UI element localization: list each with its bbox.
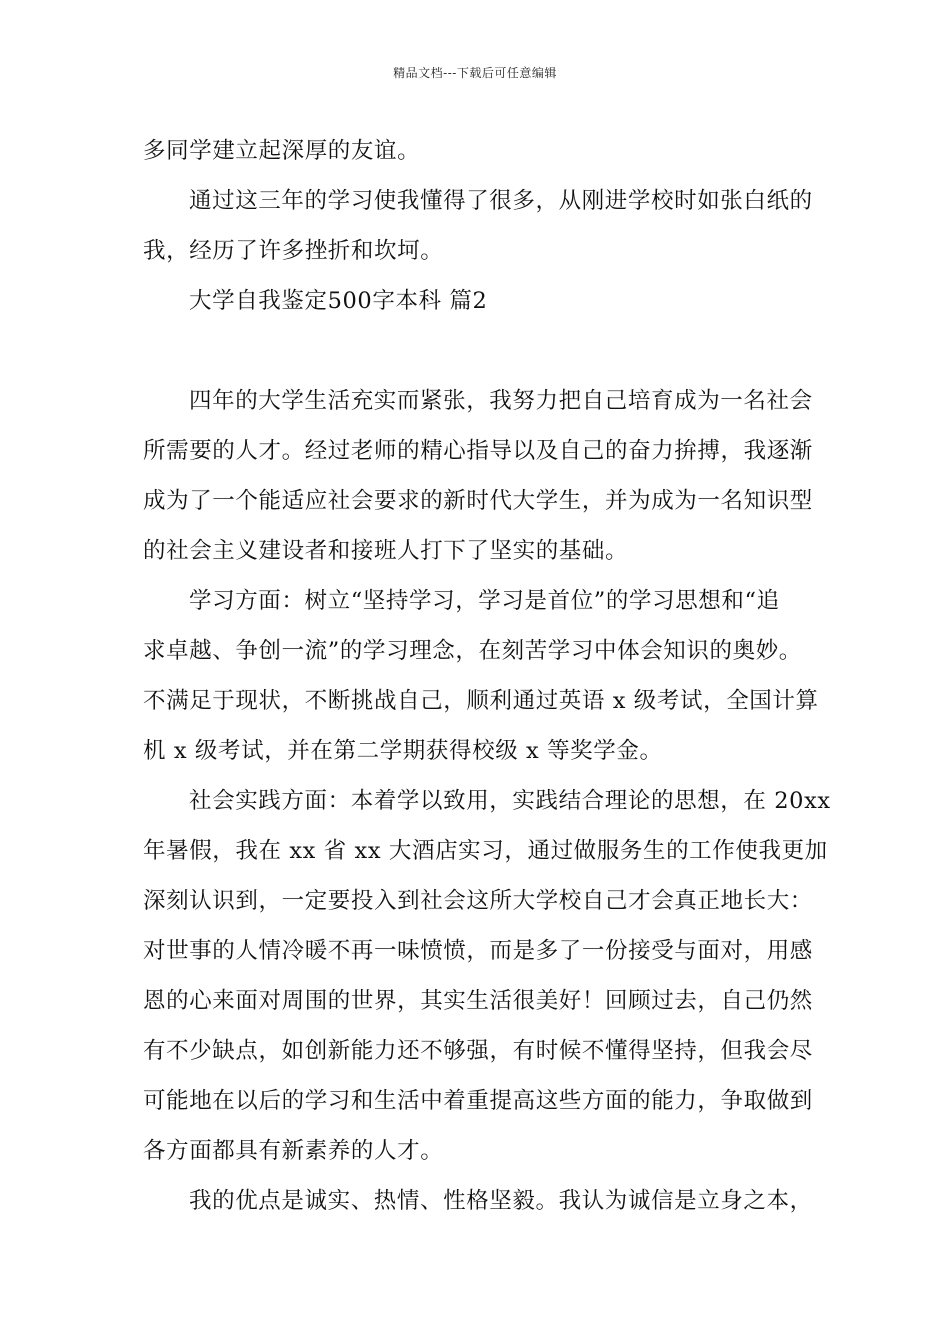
- paragraph-line: 各方面都具有新素养的人才。: [143, 1138, 444, 1164]
- paragraph-line: 通过这三年的学习使我懂得了很多，从刚进学校时如张白纸的: [189, 188, 813, 214]
- paragraph-line: 对世事的人情冷暖不再一味愤愤，而是多了一份接受与面对，用感: [143, 938, 813, 964]
- paragraph-line: 四年的大学生活充实而紧张，我努力把自己培育成为一名社会: [189, 388, 813, 414]
- page-header: 精品文档---下载后可任意编辑: [393, 66, 557, 80]
- paragraph-line: 我，经历了许多挫折和坎坷。: [143, 238, 444, 264]
- paragraph-line: 不满足于现状，不断挑战自己，顺利通过英语 x 级考试，全国计算: [143, 688, 819, 714]
- paragraph-line: 学习方面：树立“坚持学习，学习是首位”的学习思想和“追: [189, 588, 780, 614]
- section-heading: 大学自我鉴定500字本科 篇2: [189, 288, 488, 314]
- paragraph-line: 我的优点是诚实、热情、性格坚毅。我认为诚信是立身之本，: [189, 1188, 813, 1214]
- paragraph-line: 有不少缺点，如创新能力还不够强，有时候不懂得坚持，但我会尽: [143, 1038, 813, 1064]
- paragraph-line: 求卓越、争创一流”的学习理念，在刻苦学习中体会知识的奥妙。: [143, 638, 802, 664]
- paragraph-line: 所需要的人才。经过老师的精心指导以及自己的奋力拚搏，我逐渐: [143, 438, 813, 464]
- paragraph-line: 年暑假，我在 xx 省 xx 大酒店实习，通过做服务生的工作使我更加: [143, 838, 828, 864]
- paragraph-line: 深刻认识到，一定要投入到社会这所大学校自己才会真正地长大：: [143, 888, 813, 914]
- paragraph-line: 机 x 级考试，并在第二学期获得校级 x 等奖学金。: [143, 738, 663, 764]
- paragraph-line: 的社会主义建设者和接班人打下了坚实的基础。: [143, 538, 629, 564]
- paragraph-line: 恩的心来面对周围的世界，其实生活很美好！回顾过去，自己仍然: [143, 988, 813, 1014]
- paragraph-line: 可能地在以后的学习和生活中着重提高这些方面的能力，争取做到: [143, 1088, 813, 1114]
- paragraph-line: 社会实践方面：本着学以致用，实践结合理论的思想，在 20xx: [189, 788, 831, 814]
- paragraph-line: 成为了一个能适应社会要求的新时代大学生，并为成为一名知识型: [143, 488, 813, 514]
- paragraph-line: 多同学建立起深厚的友谊。: [143, 138, 421, 164]
